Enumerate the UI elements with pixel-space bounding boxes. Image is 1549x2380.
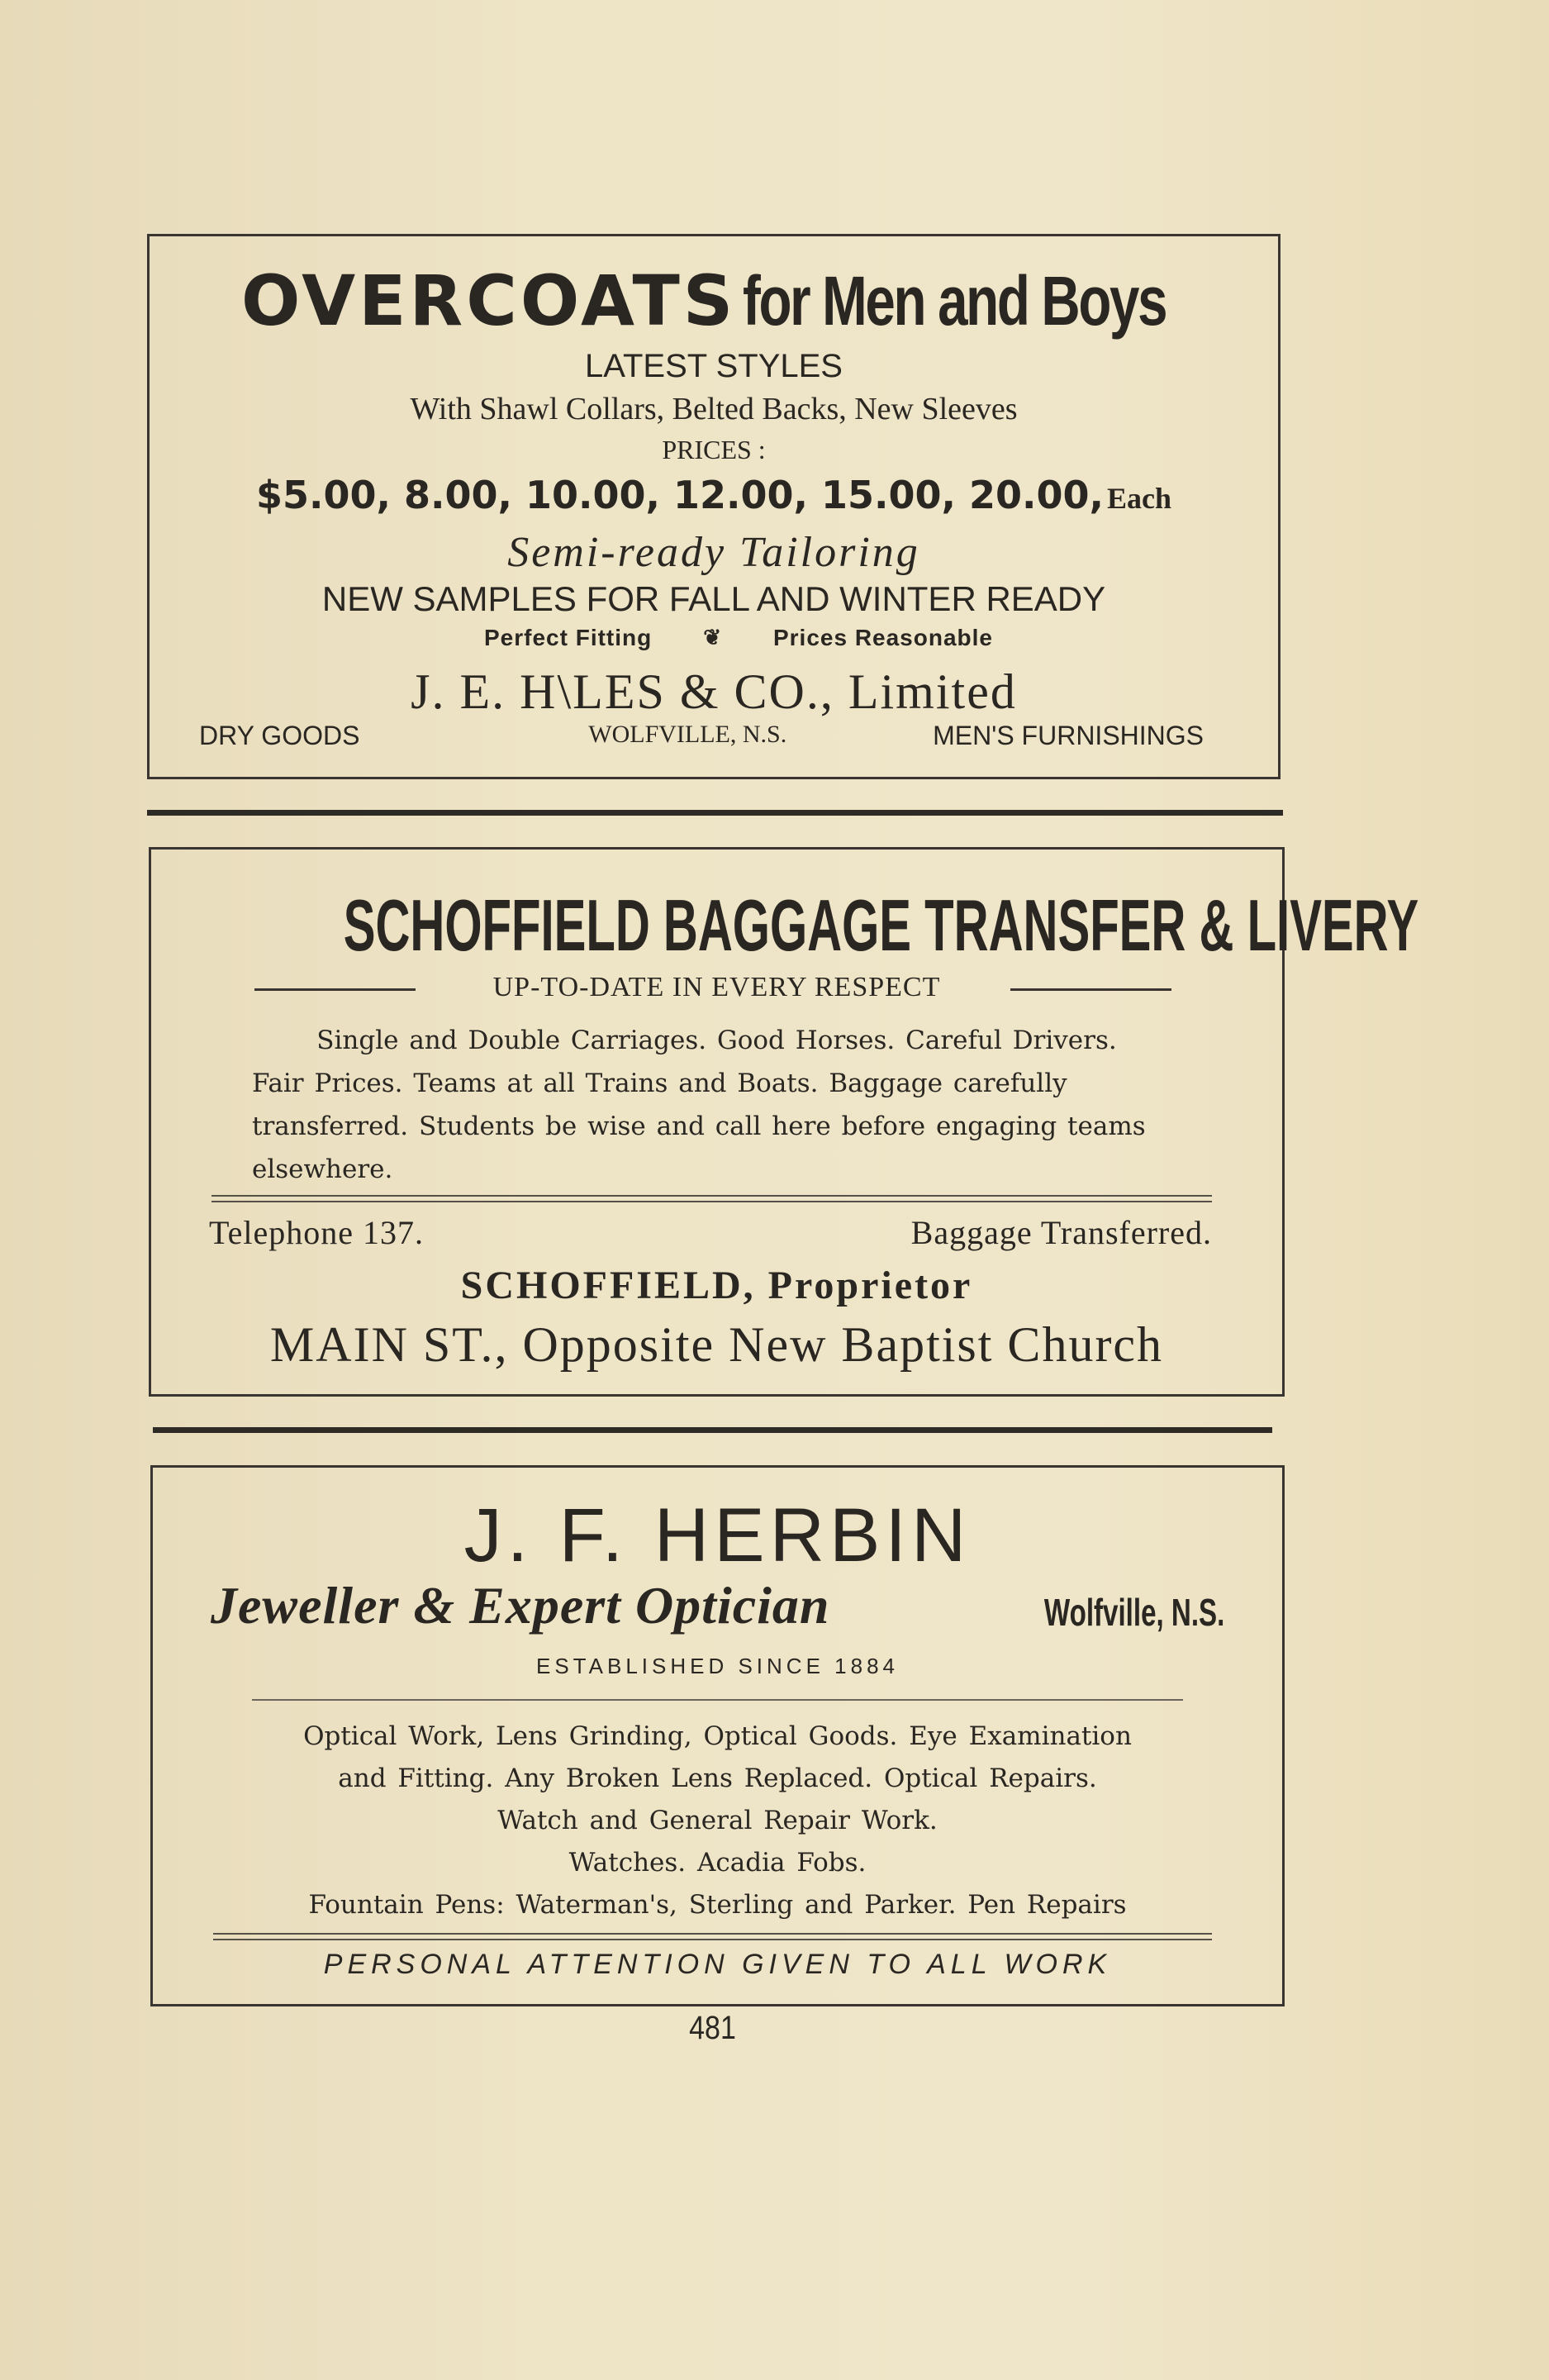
- established-since: ESTABLISHED SINCE 1884: [536, 1654, 899, 1678]
- tagline: UP-TO-DATE IN EVERY RESPECT: [492, 972, 941, 1002]
- price-each: Each: [1106, 482, 1171, 515]
- overcoats-headline-main: OVERCOATS: [240, 260, 737, 341]
- double-rule: [213, 1933, 1212, 1940]
- description-line: elsewhere.: [252, 1154, 393, 1184]
- coat-features: With Shawl Collars, Belted Backs, New Sleeves: [410, 392, 1018, 426]
- schoffield-headline: SCHOFFIELD BAGGAGE TRANSFER & LIVERY: [343, 884, 1419, 966]
- double-rule: [211, 1195, 1212, 1202]
- herbin-services: [153, 1716, 1282, 1926]
- prices-reasonable: Prices Reasonable: [772, 625, 993, 650]
- prices-label: PRICES :: [662, 435, 766, 464]
- overcoats-headline-sub: for Men and Boys: [743, 262, 1167, 340]
- description-line: transferred. Students be wise and call here before engaging teams: [252, 1111, 1146, 1141]
- fitting-row: [150, 625, 1278, 651]
- ornament-icon: ❦: [703, 625, 722, 650]
- thin-rule: [252, 1699, 1183, 1701]
- page-number: 481: [689, 2010, 736, 2046]
- tagline-rule-right: [1010, 988, 1171, 991]
- new-samples: NEW SAMPLES FOR FALL AND WINTER READY: [321, 579, 1106, 618]
- overcoats-advertisement: [147, 234, 1281, 779]
- separator-rule: [147, 810, 1283, 816]
- separator-rule: [153, 1427, 1272, 1433]
- schoffield-description: [151, 1019, 1282, 1191]
- jeweller-optician: Jeweller & Expert Optician: [211, 1576, 830, 1635]
- telephone-number: Telephone 137.: [209, 1214, 425, 1251]
- departments-row: [150, 721, 1278, 751]
- trade-row: [211, 1575, 1224, 1636]
- latest-styles: LATEST STYLES: [585, 348, 843, 384]
- herbin-advertisement: [150, 1465, 1285, 2006]
- proprietor: SCHOFFIELD, Proprietor: [460, 1264, 973, 1307]
- semi-ready-tailoring: Semi-ready Tailoring: [507, 529, 920, 576]
- personal-attention: PERSONAL ATTENTION GIVEN TO ALL WORK: [323, 1949, 1112, 1980]
- location-wolfville: WOLFVILLE, N.S.: [588, 721, 787, 748]
- herbin-location: Wolfville, N.S.: [1043, 1591, 1224, 1634]
- dry-goods: DRY GOODS: [199, 721, 360, 750]
- services-line: Watch and General Repair Work.: [497, 1806, 938, 1835]
- description-line: Fair Prices. Teams at all Trains and Boats. Baggage carefully: [252, 1069, 1067, 1098]
- perfect-fitting: Perfect Fitting: [484, 625, 653, 650]
- services-line: Optical Work, Lens Grinding, Optical Goods. Eye Examination: [303, 1721, 1132, 1751]
- services-line: Watches. Acadia Fobs.: [568, 1848, 867, 1878]
- main-street-address: MAIN ST., Opposite New Baptist Church: [269, 1317, 1164, 1372]
- baggage-transferred: Baggage Transferred.: [910, 1214, 1212, 1251]
- services-line: Fountain Pens: Waterman's, Sterling and Parker. Pen Repairs: [308, 1890, 1127, 1920]
- services-line: and Fitting. Any Broken Lens Replaced. Optical Repairs.: [338, 1764, 1097, 1793]
- price-list: [150, 470, 1278, 530]
- description-line: Single and Double Carriages. Good Horses. Careful Drivers.: [316, 1026, 1117, 1055]
- telephone-row: [151, 1213, 1282, 1252]
- herbin-name: J. F. HERBIN: [463, 1493, 972, 1578]
- schoffield-advertisement: [149, 847, 1419, 1397]
- mens-furnishings: MEN'S FURNISHINGS: [933, 721, 1204, 750]
- firm-name: J. E. H\LES & CO., Limited: [411, 664, 1017, 719]
- price-values: $5.00, 8.00, 10.00, 12.00, 15.00, 20.00,: [256, 473, 1104, 517]
